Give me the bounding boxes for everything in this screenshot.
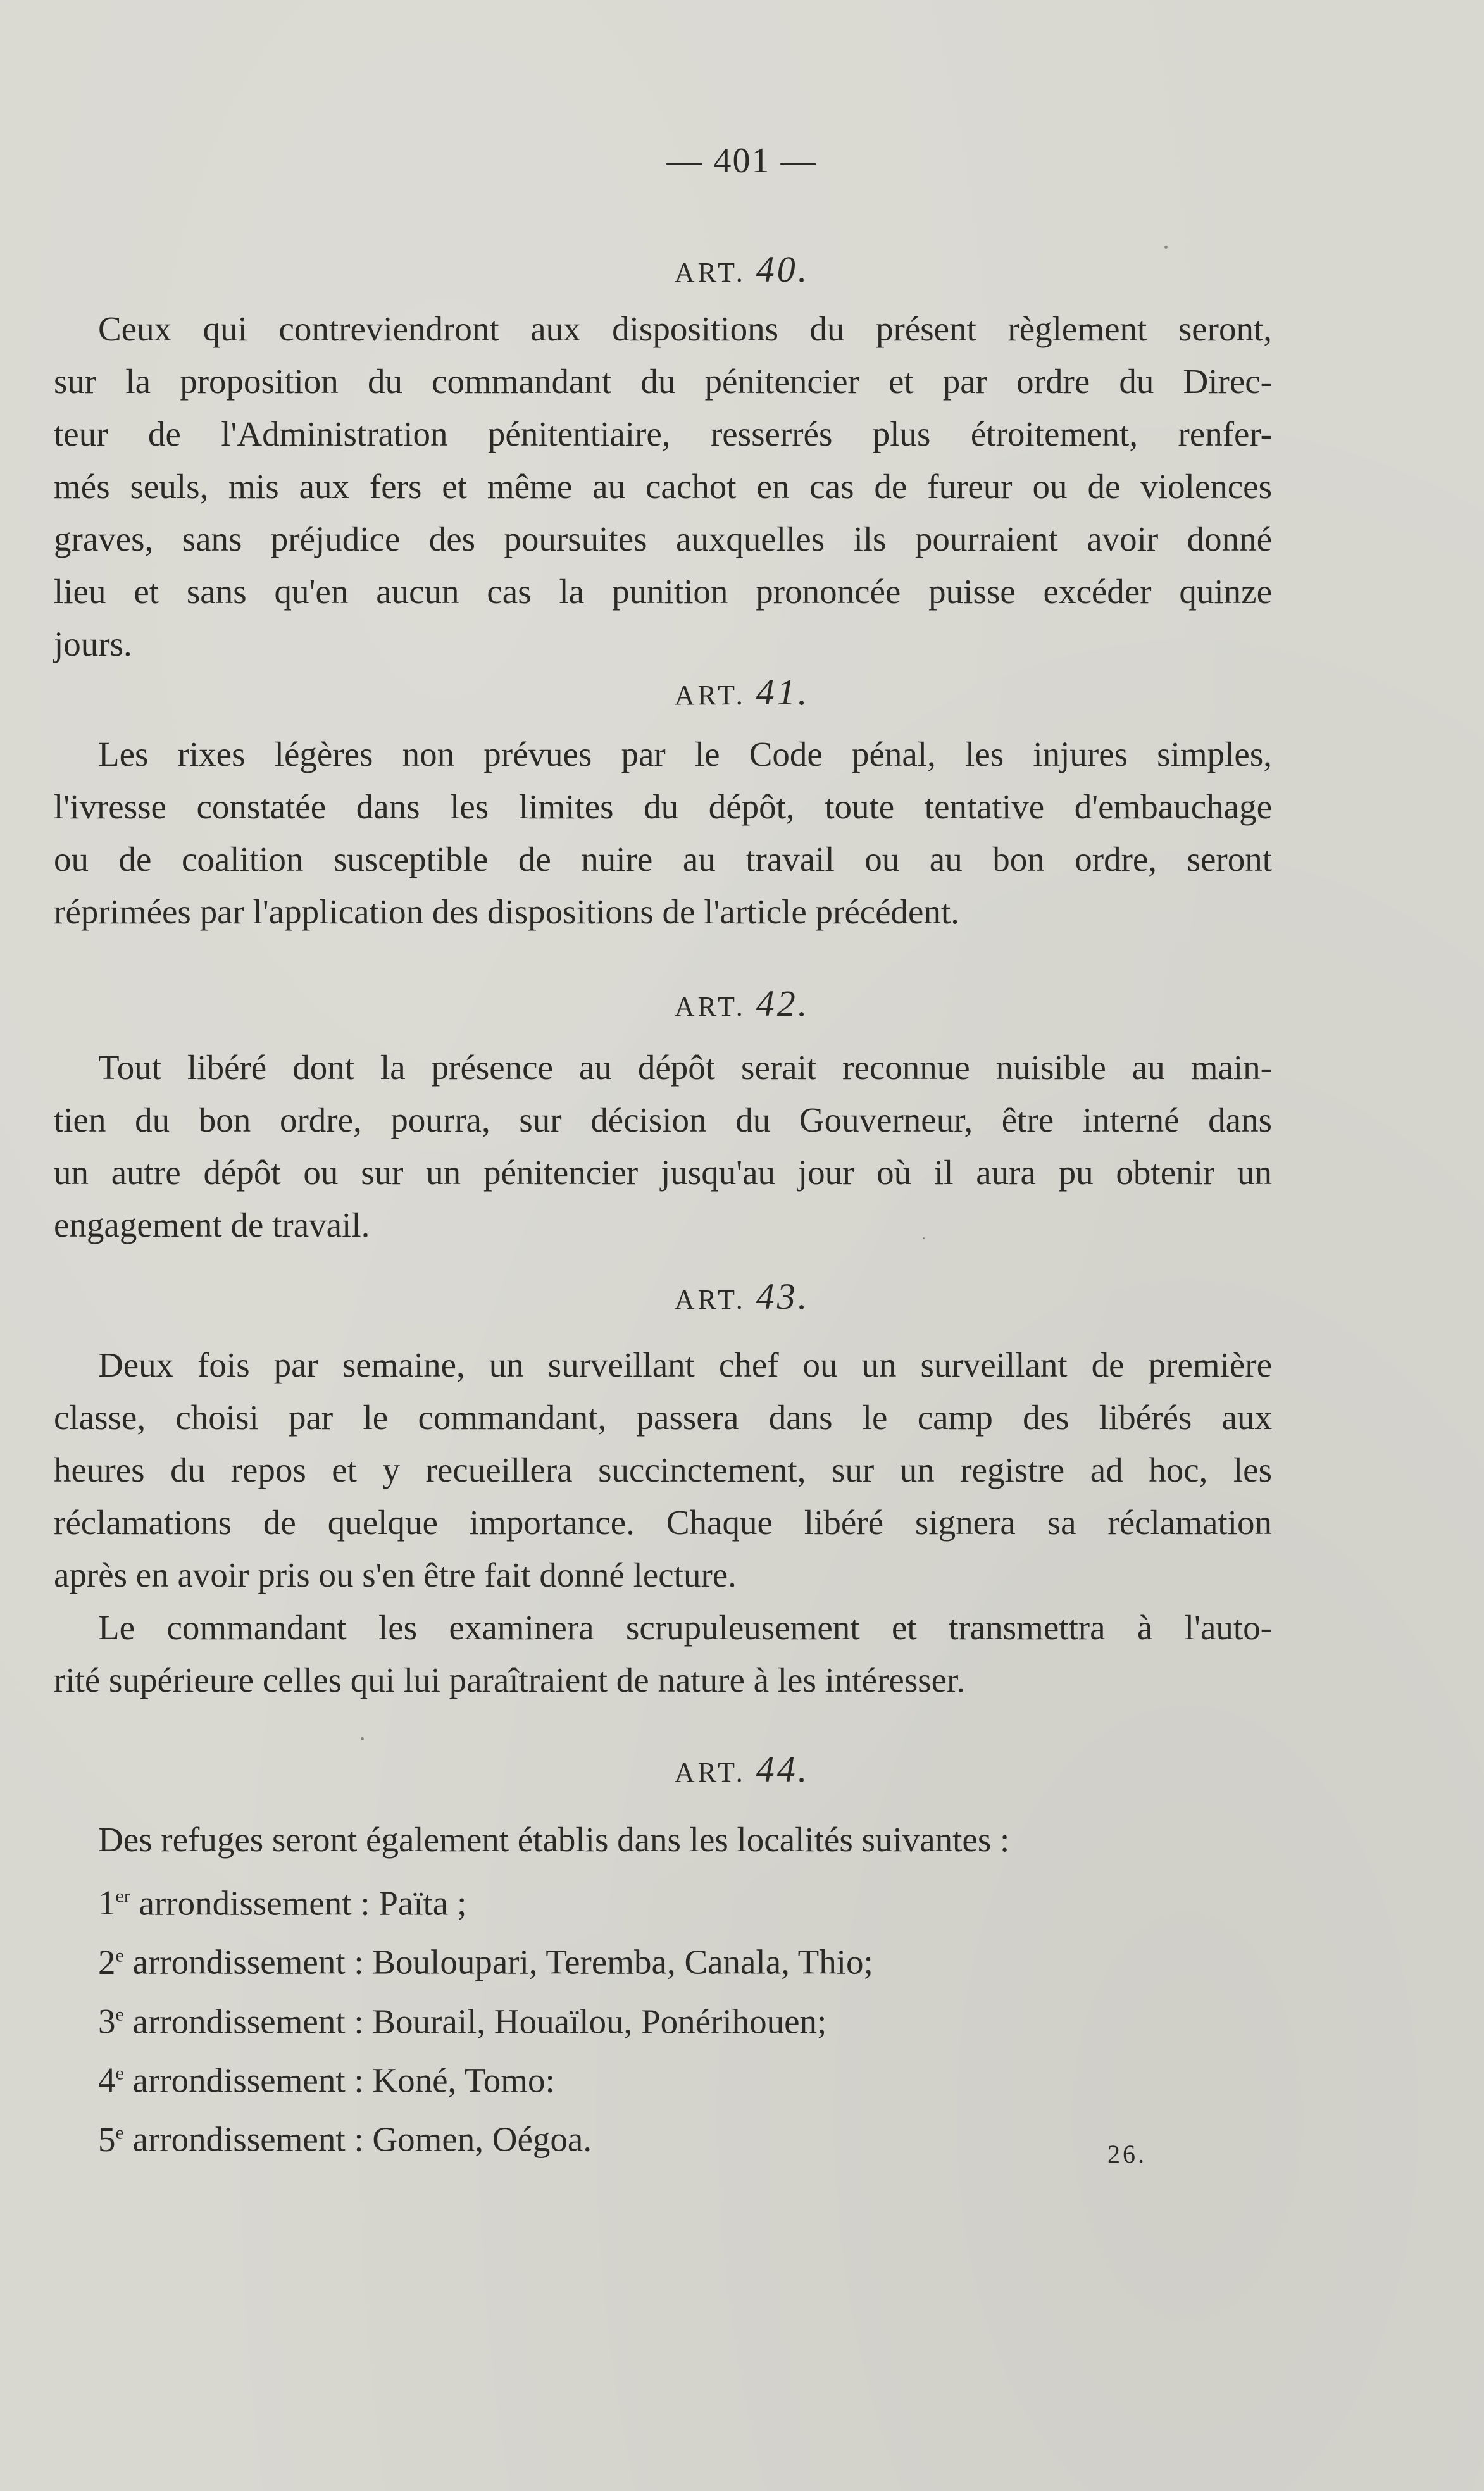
text-line: Ceux qui contreviendront aux dispositions du présent règlement seront, <box>98 309 1272 348</box>
text-line: més seuls, mis aux fers et même au cachot en cas de fureur ou de violences <box>54 467 1272 506</box>
article-number: 40. <box>756 249 810 290</box>
text-line: Les rixes légères non prévues par le Code pénal, les injures simples, <box>98 735 1272 773</box>
ordinal: 5 <box>98 2120 116 2159</box>
text-line: graves, sans préjudice des poursuites auxquelles ils pourraient avoir donné <box>54 520 1272 558</box>
article-heading-43 <box>0 1275 1484 1318</box>
ordinal: 1 <box>98 1883 116 1923</box>
text-line: après en avoir pris ou s'en être fait donné lecture. <box>54 1556 737 1594</box>
article-heading-40 <box>0 248 1484 290</box>
article-44-intro <box>54 1813 1272 1866</box>
text-line: Le commandant les examinera scrupuleusement et transmettra à l'auto- <box>98 1608 1272 1647</box>
text-line: Deux fois par semaine, un surveillant chef ou un surveillant de première <box>98 1345 1272 1384</box>
article-label: ART. <box>674 1757 746 1788</box>
text-line: lieu et sans qu'en aucun cas la punition prononcée puisse excéder quinze <box>54 572 1272 611</box>
ordinal-suffix: e <box>115 2122 124 2144</box>
text-line: Tout libéré dont la présence au dépôt serait reconnue nuisible au main- <box>98 1048 1272 1087</box>
article-40-text <box>54 303 1272 670</box>
article-heading-42 <box>0 982 1484 1025</box>
article-number: 43. <box>756 1276 810 1317</box>
article-number: 44. <box>756 1749 810 1790</box>
ordinal-suffix: e <box>115 2063 124 2084</box>
arrondissement-list <box>98 1870 873 2166</box>
article-41-text <box>54 728 1272 938</box>
paper-speck <box>1164 246 1168 249</box>
text-line: un autre dépôt ou sur un pénitencier jusqu'au jour où il aura pu obtenir un <box>54 1153 1272 1192</box>
ordinal-suffix: e <box>115 2004 124 2025</box>
text-line: jours. <box>54 625 132 663</box>
paper-speck <box>923 1237 925 1239</box>
article-heading-41 <box>0 671 1484 713</box>
list-item-text: arrondissement : Gomen, Oégoa. <box>132 2120 592 2159</box>
ordinal: 2 <box>98 1942 116 1982</box>
list-item-text: arrondissement : Païta ; <box>139 1883 467 1923</box>
list-item-text: arrondissement : Bourail, Houaïlou, Ponérihouen; <box>132 2001 827 2040</box>
list-item <box>98 1988 873 2047</box>
list-item-text: arrondissement : Bouloupari, Teremba, Canala, Thio; <box>132 1942 873 1982</box>
text-line: réprimées par l'application des dispositions de l'article précédent. <box>54 892 959 931</box>
article-42-text <box>54 1041 1272 1251</box>
ordinal: 4 <box>98 2061 116 2100</box>
text-line: Des refuges seront également établis dans les localités suivantes : <box>98 1820 1010 1859</box>
article-label: ART. <box>674 991 746 1022</box>
text-line: sur la proposition du commandant du pénitencier et par ordre du Direc- <box>54 362 1272 401</box>
article-number: 42. <box>756 983 810 1024</box>
signature-mark: 26. <box>1107 2140 1147 2168</box>
ordinal-suffix: er <box>115 1886 130 1907</box>
text-line: classe, choisi par le commandant, passera dans le camp des libérés aux <box>54 1398 1272 1437</box>
list-item <box>98 1870 873 1929</box>
text-line: ou de coalition susceptible de nuire au travail ou au bon ordre, seront <box>54 840 1272 878</box>
text-line: teur de l'Administration pénitentiaire, resserrés plus étroitement, renfer- <box>54 415 1272 453</box>
page-number-header: — 401 — <box>666 141 818 180</box>
text-line: rité supérieure celles qui lui paraîtraient de nature à les intéresser. <box>54 1661 966 1699</box>
article-label: ART. <box>674 680 746 711</box>
article-number: 41. <box>756 671 810 713</box>
ordinal: 3 <box>98 2001 116 2040</box>
list-item <box>98 1929 873 1988</box>
article-label: ART. <box>674 257 746 288</box>
list-item <box>98 2047 873 2106</box>
text-line: tien du bon ordre, pourra, sur décision du Gouverneur, être interné dans <box>54 1101 1272 1139</box>
ordinal-suffix: e <box>115 1945 124 1966</box>
article-43-text <box>54 1339 1272 1706</box>
paper-speck <box>361 1737 364 1740</box>
article-label: ART. <box>674 1284 746 1315</box>
text-line: engagement de travail. <box>54 1206 370 1244</box>
text-line: heures du repos et y recueillera succinctement, sur un registre ad hoc, les <box>54 1451 1272 1489</box>
text-line: réclamations de quelque importance. Chaque libéré signera sa réclamation <box>54 1503 1272 1542</box>
list-item-text: arrondissement : Koné, Tomo: <box>132 2061 555 2100</box>
article-heading-44 <box>0 1748 1484 1790</box>
list-item <box>98 2106 873 2165</box>
text-line: l'ivresse constatée dans les limites du dépôt, toute tentative d'embauchage <box>54 787 1272 826</box>
